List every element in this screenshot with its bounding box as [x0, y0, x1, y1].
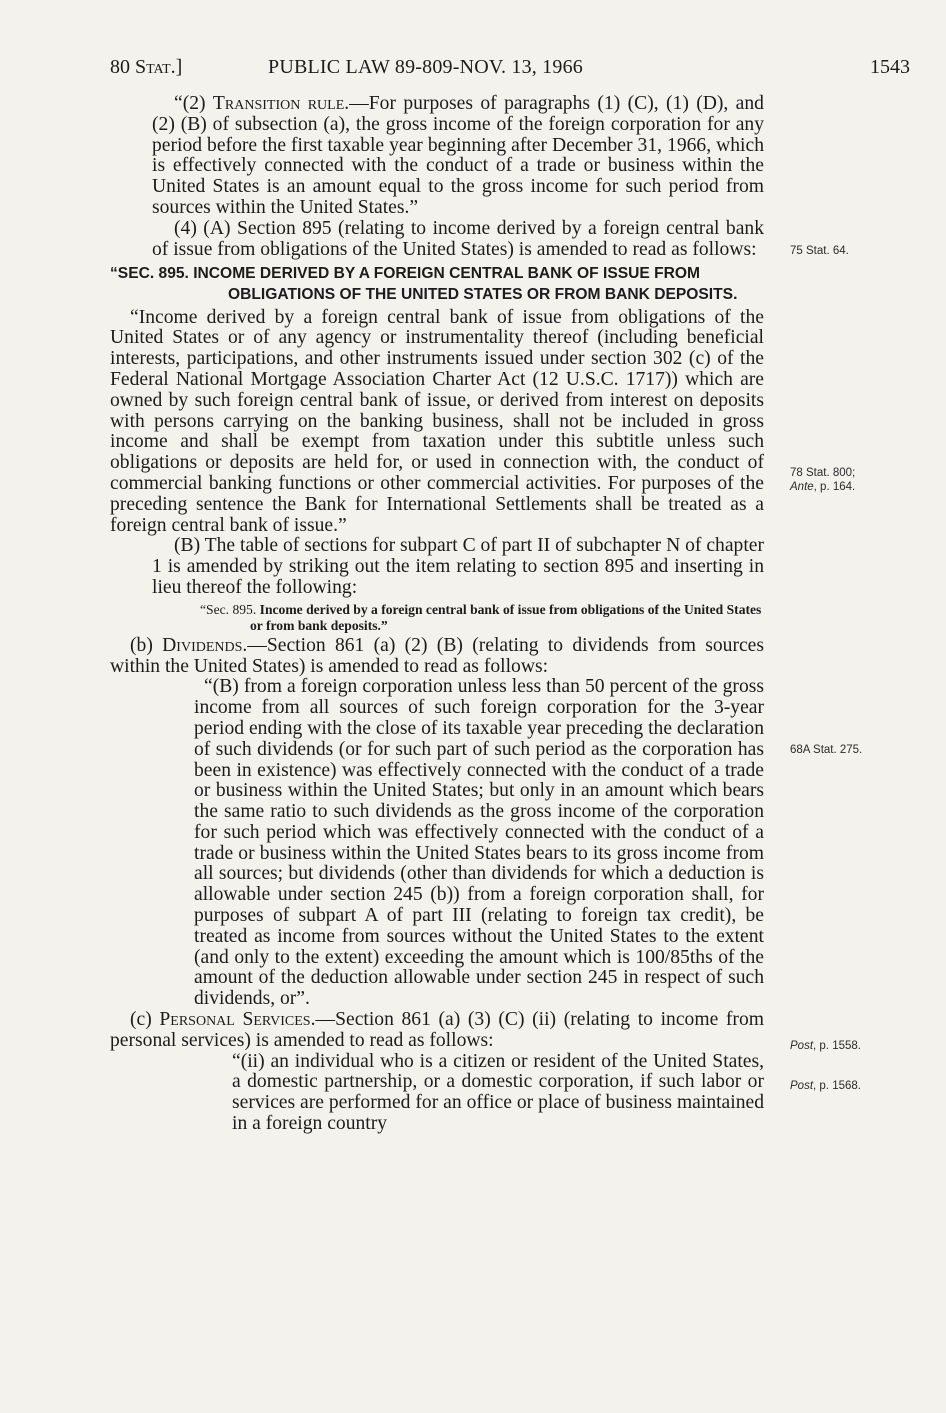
- margin-note-ante-page: , p. 164.: [813, 481, 856, 493]
- header-volume-number: 80: [110, 56, 130, 78]
- margin-note-78-stat: [790, 466, 855, 494]
- header-bracket: ]: [175, 56, 183, 78]
- dividends-subparagraph-b: “(B) from a foreign corporation unless less than 50 percent of the gross income from all sources of such foreign corporation for the 3-year period ending with the close of its taxable year preceding the declaration of such dividends (or for such part of such period as the corporation has been in existence) was effectively connected with the conduct of a trade or business within the United States; but only in an amount which bears the same ratio to such dividends as the gross income of the corporation for such period which was effectively connected with the conduct of a trade or business within the United States bears to its gross income from all sources; but dividends (other than dividends for which a deduction is allowable under section 245 (b)) from a foreign corporation shall, for purposes of subpart A of part III (relating to foreign tax credit), be treated as income from sources without the United States to the extent (and only to the extent) exceeding the amount which is 100/85ths of the amount of the deduction allowable under section 245 in respect of such dividends, or”.: [194, 676, 764, 1010]
- header-title: PUBLIC LAW 89-809-NOV. 13, 1966: [268, 56, 583, 78]
- table-of-sections-item: [110, 602, 764, 634]
- margin-note-post-word: Post: [790, 1080, 814, 1092]
- running-header: [110, 52, 910, 84]
- dividends-lead: (b): [130, 634, 163, 656]
- table-item-lead: “Sec. 895.: [200, 601, 257, 617]
- table-item-text: Income derived by a foreign central bank of issue from obligations of the United States or from bank deposits.”: [250, 601, 762, 633]
- personal-services-caption: Personal Services.: [159, 1009, 316, 1031]
- personal-services-clause-ii: “(ii) an individual who is a citizen or resident of the United States, a domestic partnership, or a domestic corporation, if such labor or services are performed for an office or place of business maintained in a foreign country: [232, 1050, 764, 1135]
- dividends-text: —Section 861 (a) (2) (B) (relating to dividends from sources within the United States) is amended to read as follows:: [110, 634, 764, 677]
- transition-rule-paragraph: [110, 94, 764, 219]
- margin-note-post-1568: [790, 1079, 861, 1093]
- margin-note-post-page: , p. 1568.: [813, 1080, 861, 1092]
- margin-note-68a-stat: 68A Stat. 275.: [790, 744, 863, 756]
- transition-lead: “(2): [174, 93, 213, 114]
- margin-note-ante: Ante: [790, 481, 814, 493]
- header-volume: [110, 56, 182, 79]
- main-text-column: [110, 94, 764, 1135]
- transition-text: —For purposes of paragraphs (1) (C), (1) (D), and (2) (B) of subsection (a), the gross income of the foreign corporation for any period before the first taxable year beginning after December 31, 1966, which is effectively connected with the conduct of a trade or business within the United States is an amount equal to the gross income for such period from sources within the United States.”: [152, 93, 764, 218]
- paragraph-4a: (4) (A) Section 895 (relating to income derived by a foreign central bank of issue from obligations of the United States) is amended to read as follows:: [152, 217, 764, 260]
- margin-note-post-word: Post: [790, 1040, 814, 1052]
- personal-services-paragraph: [110, 1010, 764, 1052]
- margin-note-75-stat: 75 Stat. 64.: [790, 245, 849, 257]
- margin-note-post-page: , p. 1558.: [813, 1040, 861, 1052]
- paragraph-4b: (B) The table of sections for subpart C of part II of subchapter N of chapter 1 is amended by striking out the item relating to section 895 and inserting in lieu thereof the following:: [152, 535, 764, 598]
- margin-note-78-stat-line1: 78 Stat. 800;: [790, 467, 856, 479]
- dividends-paragraph: [110, 636, 764, 678]
- page-number: 1543: [870, 56, 910, 78]
- margin-note-78-stat-line2: [790, 480, 855, 494]
- section-895-heading: “SEC. 895. INCOME DERIVED BY A FOREIGN CENTRAL BANK OF ISSUE FROM OBLIGATIONS OF THE UNITED STATES OR FROM BANK DEPOSITS.: [110, 265, 738, 303]
- personal-services-lead: (c): [130, 1009, 160, 1031]
- personal-services-text: —Section 861 (a) (3) (C) (ii) (relating to income from personal services) is amended to read as follows:: [110, 1009, 764, 1051]
- transition-caption: Transition rule.: [212, 93, 350, 114]
- dividends-caption: Dividends.: [162, 634, 248, 656]
- section-895-text: “Income derived by a foreign central bank of issue from obligations of the United States or of any agency or instrumentality thereof (including beneficial interests, participations, and other instruments issued under section 302 (c) of the Federal National Mortgage Association Charter Act (12 U.S.C. 1717)) which are owned by such foreign central bank of issue, or derived from interest on deposits with persons carrying on the banking business, shall not be included in gross income and shall be exempt from taxation under this subtitle unless such obligations or deposits are held for, or used in connection with, the conduct of commercial banking functions or other commercial activities. For purposes of the preceding sentence the Bank for International Settlements shall be treated as a foreign central bank of issue.”: [110, 306, 764, 536]
- margin-note-post-1558: [790, 1039, 861, 1053]
- header-volume-word: Stat.: [135, 56, 176, 78]
